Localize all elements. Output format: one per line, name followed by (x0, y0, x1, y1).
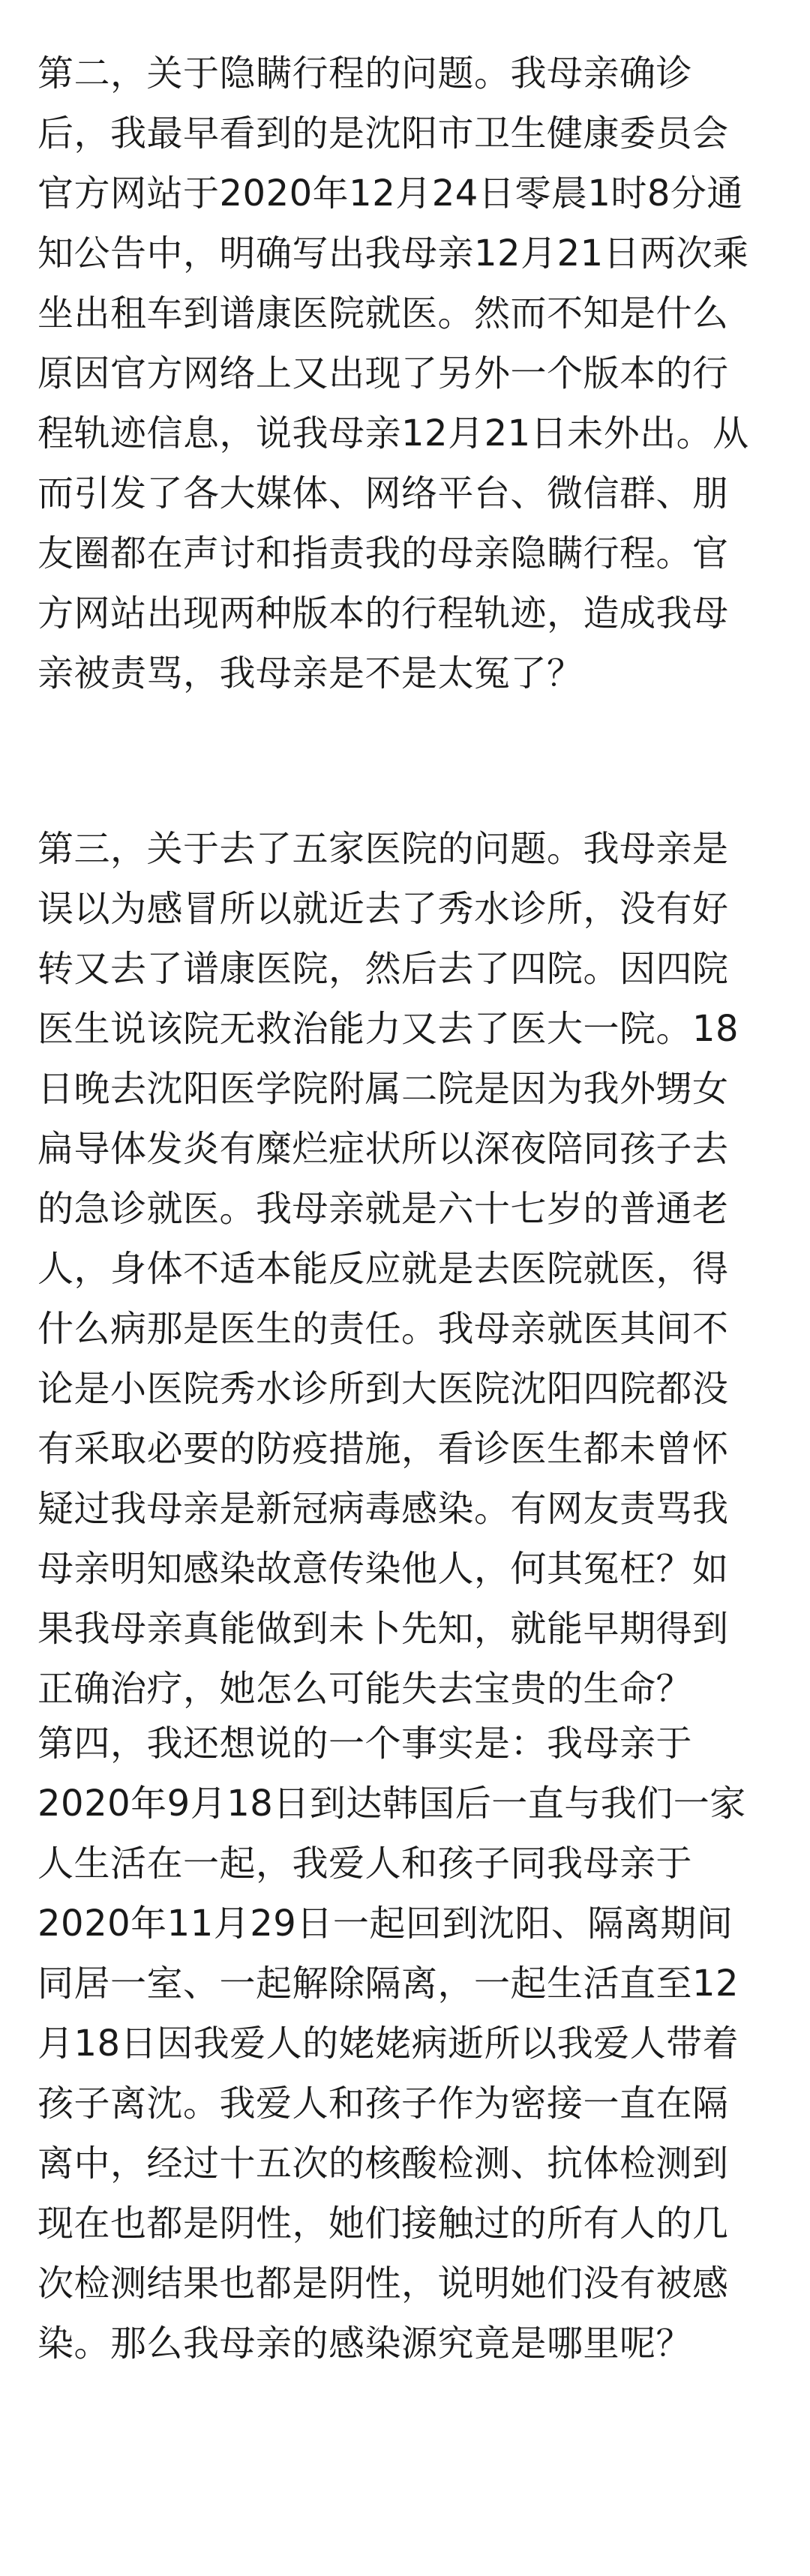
text-line: 母亲明知感染故意传染他人，何其冤枉？如 (38, 1548, 729, 1590)
text-line: 友圈都在声讨和指责我的母亲隐瞒行程。官 (38, 532, 729, 574)
text-line: 第二，关于隐瞒行程的问题。我母亲确诊 (38, 52, 693, 94)
text-line: 医生说该院无救治能力又去了医大一院。18 (38, 1008, 740, 1050)
text-line: 的急诊就医。我母亲就是六十七岁的普通老 (38, 1188, 729, 1230)
text-line: 果我母亲真能做到未卜先知，就能早期得到 (38, 1608, 729, 1650)
text-line: 月18日因我爱人的姥姥病逝所以我爱人带着 (38, 2023, 740, 2065)
text-line: 人，身体不适本能反应就是去医院就医，得 (38, 1248, 729, 1290)
text-line: 2020年11月29日一起回到沈阳、隔离期间 (38, 1903, 734, 1945)
text-line: 有采取必要的防疫措施，看诊医生都未曾怀 (38, 1428, 729, 1470)
text-line: 孩子离沈。我爱人和孩子作为密接一直在隔 (38, 2083, 729, 2125)
text-line: 知公告中，明确写出我母亲12月21日两次乘 (38, 232, 749, 274)
text-line: 第三，关于去了五家医院的问题。我母亲是 (38, 828, 729, 870)
text-line: 亲被责骂，我母亲是不是太冤了？ (38, 652, 584, 694)
text-line: 论是小医院秀水诊所到大医院沈阳四院都没 (38, 1368, 729, 1410)
text-line: 扁导体发炎有糜烂症状所以深夜陪同孩子去 (38, 1128, 729, 1170)
text-line: 什么病那是医生的责任。我母亲就医其间不 (38, 1308, 729, 1350)
text-line: 而引发了各大媒体、网络平台、微信群、朋 (38, 472, 729, 514)
text-line: 原因官方网络上又出现了另外一个版本的行 (38, 352, 729, 394)
text-line: 2020年9月18日到达韩国后一直与我们一家 (38, 1783, 746, 1825)
text-line: 官方网站于2020年12月24日零晨1时8分通 (38, 172, 743, 214)
text-line: 误以为感冒所以就近去了秀水诊所，没有好 (38, 888, 729, 930)
text-line: 坐出租车到谱康医院就医。然而不知是什么 (38, 292, 729, 334)
text-line: 离中，经过十五次的核酸检测、抗体检测到 (38, 2143, 729, 2185)
text-line: 同居一室、一起解除隔离，一起生活直至12 (38, 1963, 740, 2005)
text-line: 人生活在一起，我爱人和孩子同我母亲于 (38, 1843, 693, 1885)
text-line: 转又去了谱康医院，然后去了四院。因四院 (38, 948, 729, 990)
text-line: 正确治疗，她怎么可能失去宝贵的生命？ (38, 1668, 693, 1710)
text-line: 第四，我还想说的一个事实是：我母亲于 (38, 1723, 693, 1765)
text-line: 日晚去沈阳医学院附属二院是因为我外甥女 (38, 1068, 729, 1110)
text-line: 后，我最早看到的是沈阳市卫生健康委员会 (38, 112, 729, 154)
paragraph-fourth-point (38, 1714, 780, 2374)
text-line: 疑过我母亲是新冠病毒感染。有网友责骂我 (38, 1488, 729, 1530)
text-line: 方网站出现两种版本的行程轨迹，造成我母 (38, 592, 729, 634)
text-line: 次检测结果也都是阴性，说明她们没有被感 (38, 2263, 729, 2305)
paragraph-second-point (38, 43, 780, 703)
text-line: 染。那么我母亲的感染源究竟是哪里呢？ (38, 2323, 693, 2365)
paragraph-third-point (38, 819, 780, 1719)
text-line: 程轨迹信息，说我母亲12月21日未外出。从 (38, 412, 749, 454)
text-line: 现在也都是阴性，她们接触过的所有人的几 (38, 2203, 729, 2245)
